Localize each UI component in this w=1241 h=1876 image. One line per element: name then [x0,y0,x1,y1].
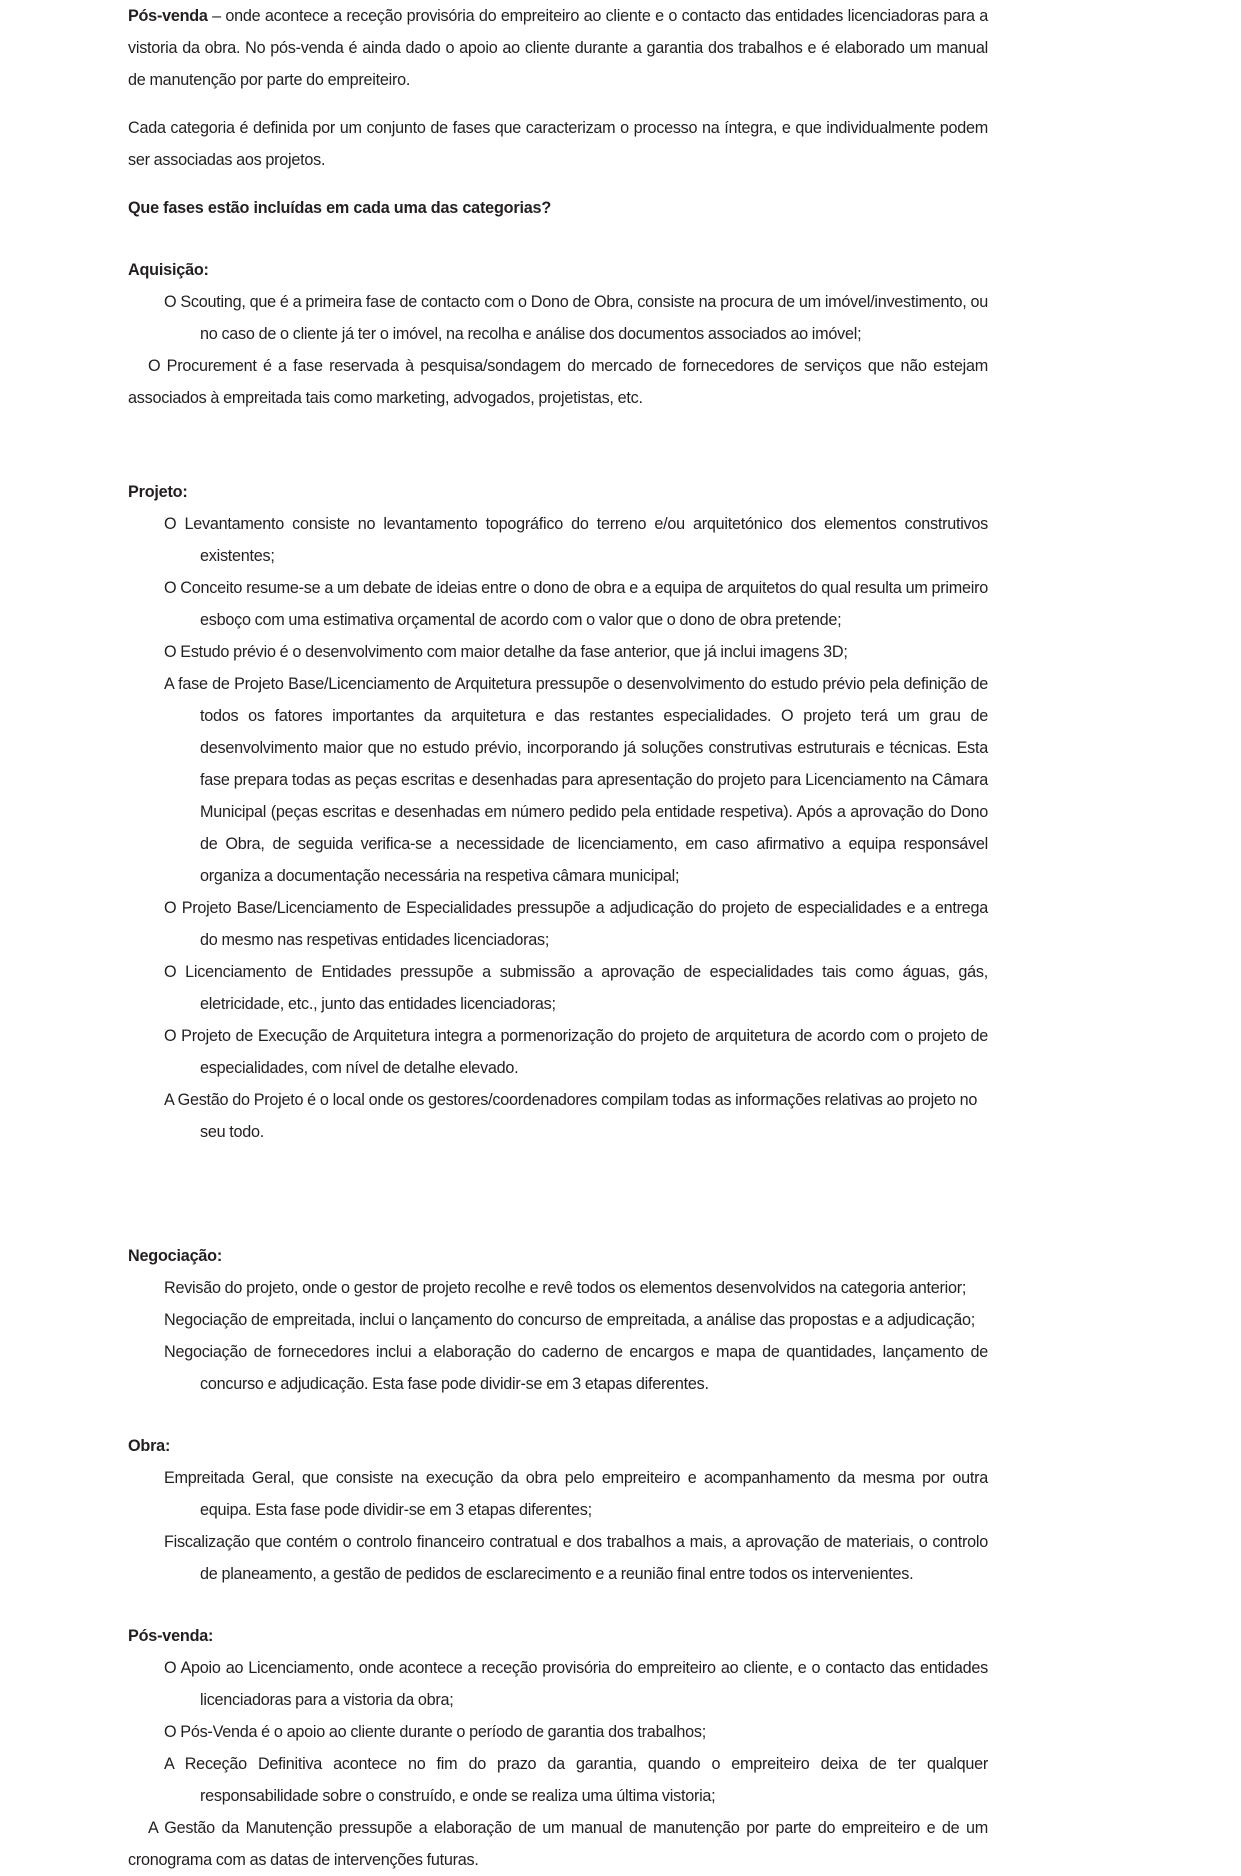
spacer [128,176,988,192]
section-heading-obra: Obra: [128,1437,171,1455]
paragraph-categorias-nota: Cada categoria é definida por um conjunto de fases que caracterizam o processo na íntegra, e que individualmente podem ser associadas aos projetos. [128,119,988,169]
paragraph-posvenda-definition [128,0,988,96]
list-item: A Gestão do Projeto é o local onde os gestores/coordenadores compilam todas as informações relativas ao projeto no seu todo. [164,1091,978,1141]
list-item: O Projeto Base/Licenciamento de Especialidades pressupõe a adjudicação do projeto de especialidades e a entrega do mesmo nas respetivas entidades licenciadoras; [164,899,988,949]
list-item: Negociação de empreitada, inclui o lançamento do concurso de empreitada, a análise das propostas e a adjudicação; [164,1311,976,1329]
list-item: O Pós-Venda é o apoio ao cliente durante o período de garantia dos trabalhos; [164,1723,707,1741]
list-item: O Procurement é a fase reservada à pesquisa/sondagem do mercado de fornecedores de serviços que não estejam associados à empreitada tais como marketing, advogados, projetistas, etc. [128,357,988,407]
list-item: O Scouting, que é a primeira fase de contacto com o Dono de Obra, consiste na procura de um imóvel/investimento, ou no caso de o cliente já ter o imóvel, na recolha e análise dos documentos associados ao imóvel; [164,293,988,343]
term-posvenda: Pós-venda [128,7,208,25]
list-item: A Gestão da Manutenção pressupõe a elaboração de um manual de manutenção por parte do empreiteiro e de um cronograma com as datas de intervenções futuras. [128,1819,988,1869]
spacer [128,1210,988,1240]
spacer [128,1400,988,1430]
list-item: Empreitada Geral, que consiste na execução da obra pelo empreiteiro e acompanhamento da mesma por outra equipa. Esta fase pode dividir-se em 3 etapas diferentes; [164,1469,988,1519]
section-heading-projeto: Projeto: [128,483,188,501]
list-item: A Receção Definitiva acontece no fim do prazo da garantia, quando o empreiteiro deixa de ter qualquer responsabilidade sobre o construído, e onde se realiza uma última vistoria; [164,1755,988,1805]
section-heading-aquisicao: Aquisição: [128,261,209,279]
section-heading-negociacao: Negociação: [128,1247,223,1265]
list-item: O Projeto de Execução de Arquitetura integra a pormenorização do projeto de arquitetura de acordo com o projeto de especialidades, com nível de detalhe elevado. [164,1027,988,1077]
question-heading: Que fases estão incluídas em cada uma das categorias? [128,199,552,217]
list-item: A fase de Projeto Base/Licenciamento de Arquitetura pressupõe o desenvolvimento do estudo prévio pela definição de todos os fatores importantes da arquitetura e das restantes especialidades. O projeto terá um grau de desenvolvimento maior que no estudo prévio, incorporando já soluções construtivas estruturais e técnicas. Esta fase prepara todas as peças escritas e desenhadas para apresentação do projeto para Licenciamento na Câmara Municipal (peças escritas e desenhadas em número pedido pela entidade respetiva). Após a aprovação do Dono de Obra, de seguida verifica-se a necessidade de licenciamento, em caso afirmativo a equipa responsável organiza a documentação necessária na respetiva câmara municipal; [164,675,988,885]
spacer [128,224,988,254]
spacer [128,1590,988,1620]
spacer [128,96,988,112]
document-body [128,0,988,1876]
spacer [128,1148,988,1210]
list-item: O Licenciamento de Entidades pressupõe a submissão a aprovação de especialidades tais como águas, gás, eletricidade, etc., junto das entidades licenciadoras; [164,963,988,1013]
list-item: O Apoio ao Licenciamento, onde acontece a receção provisória do empreiteiro ao cliente, e o contacto das entidades licenciadoras para a vistoria da obra; [164,1659,988,1709]
spacer [128,414,988,476]
list-item: Negociação de fornecedores inclui a elaboração do caderno de encargos e mapa de quantidades, lançamento de concurso e adjudicação. Esta fase pode dividir-se em 3 etapas diferentes. [164,1343,988,1393]
term-posvenda-body: – onde acontece a receção provisória do empreiteiro ao cliente e o contacto das entidades licenciadoras para a vistoria da obra. No pós-venda é ainda dado o apoio ao cliente durante a garantia dos trabalhos e é elaborado um manual de manutenção por parte do empreiteiro. [128,7,988,89]
list-item: Revisão do projeto, onde o gestor de projeto recolhe e revê todos os elementos desenvolvidos na categoria anterior; [164,1279,967,1297]
section-heading-posvenda: Pós-venda: [128,1627,214,1645]
list-item: O Estudo prévio é o desenvolvimento com maior detalhe da fase anterior, que já inclui imagens 3D; [164,643,848,661]
list-item: O Conceito resume-se a um debate de ideias entre o dono de obra e a equipa de arquitetos do qual resulta um primeiro esboço com uma estimativa orçamental de acordo com o valor que o dono de obra pretende; [164,579,988,629]
list-item: O Levantamento consiste no levantamento topográfico do terreno e/ou arquitetónico dos elementos construtivos existentes; [164,515,988,565]
list-item: Fiscalização que contém o controlo financeiro contratual e dos trabalhos a mais, a aprovação de materiais, o controlo de planeamento, a gestão de pedidos de esclarecimento e a reunião final entre todos os intervenientes. [164,1533,988,1583]
